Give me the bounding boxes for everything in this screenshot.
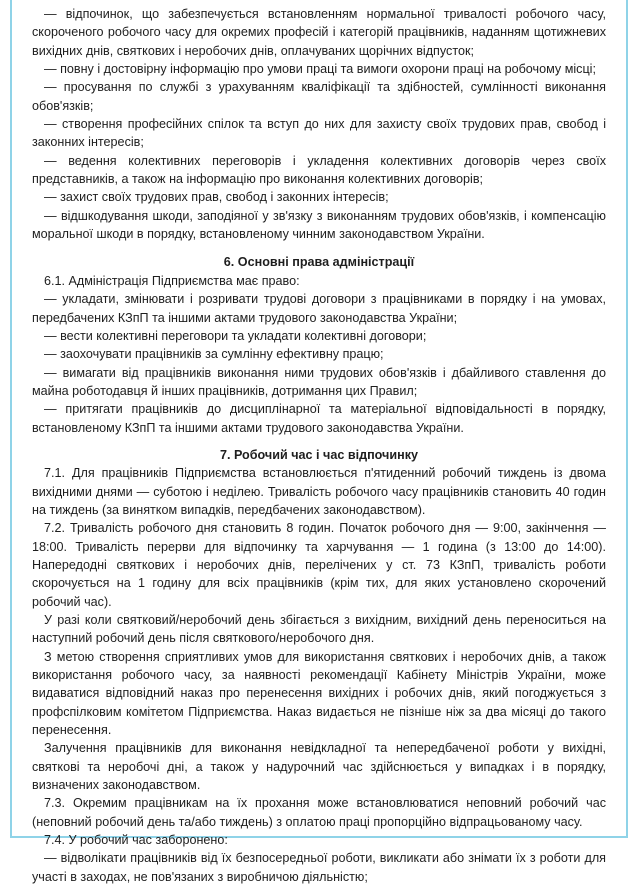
list-item: — просування по службі з урахуванням кваліфікації та здібностей, сумлінності виконання обов'язків; bbox=[32, 80, 606, 113]
list-item: — повну і достовірну інформацію про умови праці та вимоги охорони праці на робочому місці; bbox=[44, 62, 596, 77]
paragraph: Залучення працівників для виконання невідкладної та непередбаченої роботи у вихідні, святкові та неробочі дні, а також у надурочний час здійснюється у випадках і в порядку, визначених законодавством. bbox=[32, 741, 606, 793]
list-item: — створення професійних спілок та вступ до них для захисту своїх трудових прав, свобод і законних інтересів; bbox=[32, 117, 606, 150]
employee-rights-list bbox=[32, 5, 606, 243]
list-item: — відволікати працівників від їх безпосередньої роботи, викликати або знімати їх з роботи для участі в заходах, не пов'язаних з виробничою діяльністю; bbox=[32, 851, 606, 884]
list-item: — ведення колективних переговорів і укладення колективних договорів через своїх представників, а також на інформацію про виконання колективних договорів; bbox=[32, 153, 606, 187]
list-item: — захист своїх трудових прав, свобод і законних інтересів; bbox=[44, 190, 389, 205]
paragraph: 7.1. Для працівників Підприємства встановлюється п'ятиденний робочий тиждень із двома вихідними днями — суботою і неділею. Тривалість робочого часу працівників становить 40 годин на тиждень (за винятком випадків, передбачених законодавством). bbox=[32, 466, 606, 517]
paragraph: 7.2. Тривалість робочого дня становить 8 годин. Початок робочого дня — 9:00, закінчення — 18:00. Тривалість перерви для відпочинку та харчування — 1 година (з 13:00 до 14:00). Напередодні святкових і неробочих днів, перелічених у ст. 73 КЗпП, тривалість роботи скорочується на 1 годину для всіх працівників (крім тих, для яких установлено скорочений робочий час). bbox=[32, 521, 606, 609]
list-item: — відшкодування шкоди, заподіяної у зв'язку з виконанням трудових обов'язків, і компенсацію моральної шкоди в порядку, встановленому чинним законодавством України. bbox=[32, 208, 606, 242]
list-item: — вести колективні переговори та укладати колективні договори; bbox=[44, 328, 427, 343]
paragraph: 7.4. У робочий час заборонено: bbox=[44, 833, 228, 848]
section-7 bbox=[32, 446, 606, 886]
list-item: — притягати працівників до дисциплінарної та матеріальної відповідальності в порядку, встановленому КЗпП та іншими актами трудового законодавства України. bbox=[32, 402, 606, 435]
paragraph: 7.3. Окремим працівникам на їх прохання може встановлюватися неповний робочий час (неповний робочий день та/або тиждень) з оплатою праці пропорційно відпрацьованому часу. bbox=[32, 796, 606, 829]
list-item: — укладати, змінювати і розривати трудові договори з працівниками в порядку і на умовах, передбачених КЗпП та іншими актами трудового законодавства України; bbox=[32, 292, 606, 325]
document-body bbox=[32, 5, 606, 886]
paragraph: З метою створення сприятливих умов для використання святкових і неробочих днів, а також використання робочого часу, за наявності рекомендації Кабінету Міністрів України, може видаватися відповідний наказ про перенесення вихідних і робочих днів, який погоджується з профспілковим комітетом Підприємства. Наказ видається не пізніше ніж за два місяці до такого перенесення. bbox=[32, 649, 606, 738]
section-heading: 7. Робочий час і час відпочинку bbox=[219, 447, 419, 462]
section-lead: 6.1. Адміністрація Підприємства має право: bbox=[44, 273, 300, 288]
paragraph: У разі коли святковий/неробочий день збігається з вихідним, вихідний день переноситься на наступний робочий день після святкового/неробочого дня. bbox=[32, 613, 606, 646]
section-heading: 6. Основні права адміністрації bbox=[223, 255, 415, 270]
list-item: — заохочувати працівників за сумлінну ефективну працю; bbox=[44, 347, 384, 362]
list-item: — вимагати від працівників виконання ними трудових обов'язків і дбайливого ставлення до майна роботодавця й інших працівників, дотримання цих Правил; bbox=[32, 365, 606, 398]
section-6 bbox=[32, 253, 606, 436]
list-item: — відпочинок, що забезпечується встановленням нормальної тривалості робочого часу, скороченого робочого часу для окремих професій і категорій працівників, наданням щотижневих вихідних днів, святкових і неробочих днів, оплачуваних щорічних відпусток; bbox=[32, 7, 606, 58]
